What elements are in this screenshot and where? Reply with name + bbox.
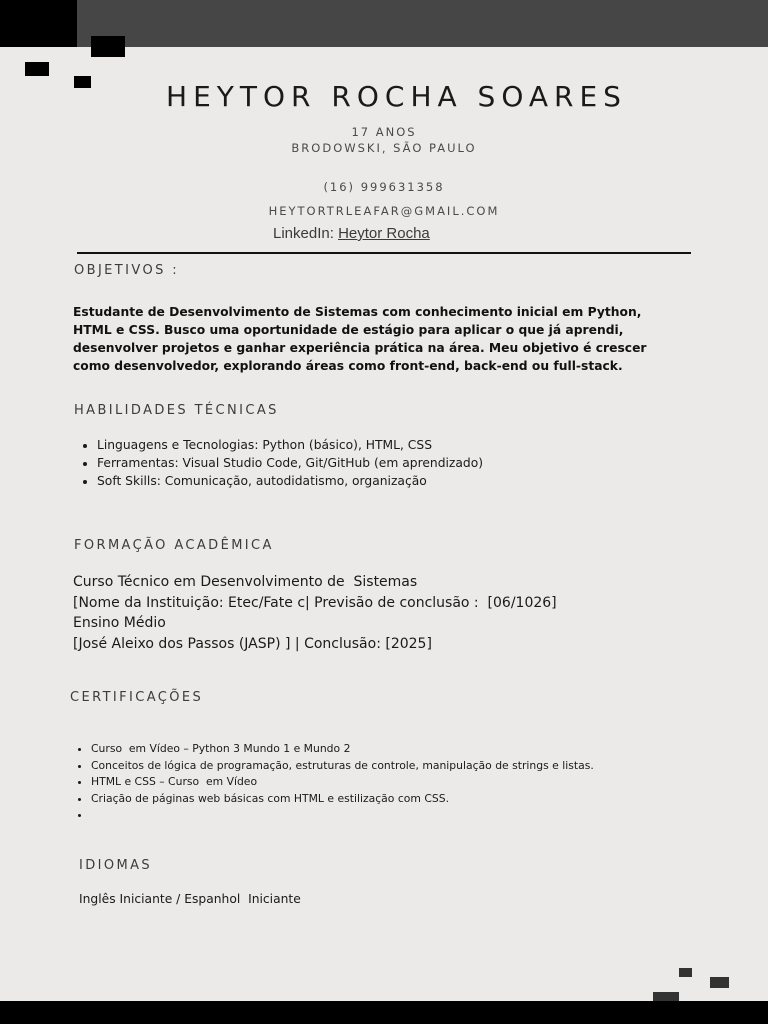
education-line: [José Aleixo dos Passos (JASP) ] | Conclusão: [2025] [73,635,432,652]
list-item: • Conceitos de lógica de programação, estruturas de controle, manipulação de strings e listas. [91,758,594,775]
objectives-title: OBJETIVOS : [74,263,180,278]
languages-text: Inglês Iniciante / Espanhol Iniciante [79,892,301,906]
list-item [91,807,594,824]
certifications-list [73,741,594,824]
bottom-banner [0,1001,768,1024]
list-item: • Soft Skills: Comunicação, autodidatismo, organização [97,472,483,490]
decor-square [25,62,49,76]
age-text: 17 ANOS [351,125,417,139]
list-item: • Criação de páginas web básicas com HTML e estilização com CSS. [91,791,594,808]
list-item: • Curso em Vídeo – Python 3 Mundo 1 e Mundo 2 [91,741,594,758]
education-line: [Nome da Instituição: Etec/Fate c| Previsão de conclusão : [06/1026] [73,594,557,611]
education-line: Ensino Médio [73,615,166,631]
email-text: HEYTORTRLEAFAR@GMAIL.COM [268,204,500,218]
linkedin-link[interactable]: Heytor Rocha [338,225,430,242]
linkedin-label: LinkedIn: [273,225,334,242]
education-title: FORMAÇÃO ACADÊMICA [74,538,274,553]
decor-square [679,968,692,977]
decor-square [710,977,729,988]
education-block [73,572,557,654]
top-left-block [0,0,77,47]
header-divider [77,252,691,254]
phone-text: (16) 999631358 [323,180,445,194]
skills-list [73,436,483,490]
candidate-name: HEYTOR ROCHA SOARES [166,80,627,113]
list-item: • Ferramentas: Visual Studio Code, Git/GitHub (em aprendizado) [97,454,483,472]
languages-title: IDIOMAS [79,858,153,873]
list-item: • Linguagens e Tecnologias: Python (básico), HTML, CSS [97,436,483,454]
linkedin-line [273,225,430,242]
objectives-text: Estudante de Desenvolvimento de Sistemas com conhecimento inicial em Python, HTML e CSS. Busco uma oportunidade de estágio para aplicar o que já aprendi, desenvolver projetos e ganhar experiência prática na área. Meu objetivo é crescer como desenvolvedor, explorando áreas como front-end, back-end ou full-stack. [73,305,647,373]
location-text: BRODOWSKI, SÃO PAULO [291,141,477,155]
education-line: Curso Técnico em Desenvolvimento de Sistemas [73,574,418,590]
skills-title: HABILIDADES TÉCNICAS [74,403,279,418]
certifications-title: CERTIFICAÇÕES [70,690,204,705]
list-item: • HTML e CSS – Curso em Vídeo [91,774,594,791]
decor-square [91,36,125,57]
